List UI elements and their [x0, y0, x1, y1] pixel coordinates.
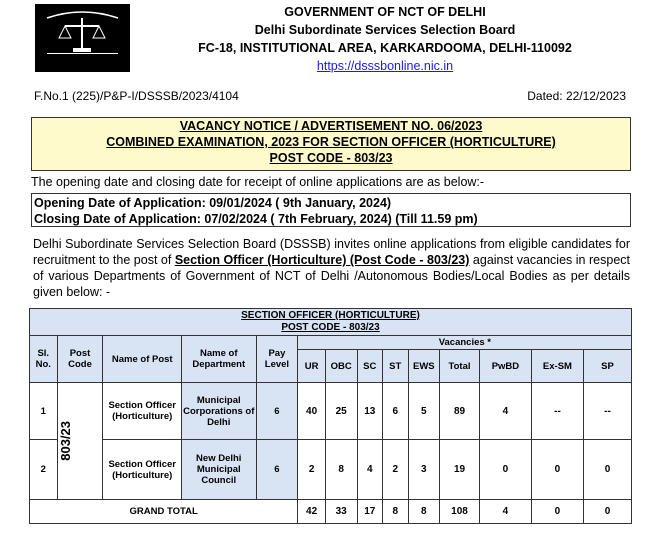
intro-post-name: Section Officer (Horticulture) (Post Code - 803/23) [174, 253, 470, 267]
opening-date-value: 09/01/2024 ( 9th January, 2024) [209, 196, 392, 210]
cell-sp: -- [583, 383, 631, 440]
intro-text: Delhi Subordinate Services Selection Board (DSSSB) invites online applications from eligible candidates for recruitment to the post of [33, 237, 630, 267]
total-obc: 33 [325, 500, 357, 524]
vacancy-table [29, 308, 632, 524]
row-department: New Delhi Municipal Council [182, 440, 256, 500]
row-pay-level: 6 [256, 383, 298, 440]
cell-pwbd: 4 [479, 383, 531, 440]
total-total: 108 [440, 500, 480, 524]
post-code-cell [57, 383, 103, 500]
opening-date-label: Opening Date of Application: [34, 196, 210, 210]
total-ur: 42 [298, 500, 326, 524]
closing-date-value: 07/02/2024 ( 7th February, 2024) (Till 11.59 pm) [204, 212, 478, 226]
cell-total: 89 [440, 383, 480, 440]
header-board-name: Delhi Subordinate Services Selection Board [254, 23, 516, 37]
cell-ews: 3 [408, 440, 440, 500]
notice-title: VACANCY NOTICE / ADVERTISEMENT NO. 06/2023 [179, 119, 483, 133]
notice-exam: COMBINED EXAMINATION, 2023 FOR SECTION OFFICER (HORTICULTURE) [106, 135, 556, 149]
table-row [30, 383, 632, 440]
cell-st: 2 [383, 440, 409, 500]
table-title [30, 309, 632, 336]
col-sp: SP [583, 350, 631, 383]
col-name-of-post: Name of Post [103, 336, 182, 383]
col-st: ST [383, 350, 409, 383]
cell-pwbd: 0 [479, 440, 531, 500]
cell-ur: 40 [298, 383, 326, 440]
total-pwbd: 4 [479, 500, 531, 524]
post-code-value: 803/23 [57, 421, 73, 461]
file-number: F.No.1 (225)/P&P-I/DSSSB/2023/4104 [34, 89, 239, 103]
col-exsm: Ex-SM [531, 350, 583, 383]
row-department: Municipal Corporations of Delhi [182, 383, 256, 440]
col-sc: SC [357, 350, 383, 383]
cell-sp: 0 [583, 440, 631, 500]
row-post: Section Officer (Horticulture) [103, 383, 182, 440]
table-row [30, 440, 632, 500]
header-government: GOVERNMENT OF NCT OF DELHI [284, 5, 486, 19]
total-sp: 0 [583, 500, 631, 524]
cell-ews: 5 [408, 383, 440, 440]
date: Dated: 22/12/2023 [527, 89, 626, 103]
total-sc: 17 [357, 500, 383, 524]
row-post: Section Officer (Horticulture) [103, 440, 182, 500]
col-department: Name of Department [182, 336, 256, 383]
col-vacancies: Vacancies * [298, 336, 632, 350]
cell-total: 19 [440, 440, 480, 500]
notice-post-code: POST CODE - 803/23 [269, 151, 393, 165]
col-post-code: Post Code [57, 336, 103, 383]
col-pay-level: Pay Level [256, 336, 298, 383]
cell-obc: 25 [325, 383, 357, 440]
closing-date-label: Closing Date of Application: [34, 212, 205, 226]
row-pay-level: 6 [256, 440, 298, 500]
grand-total-label: GRAND TOTAL [30, 500, 298, 524]
cell-ur: 2 [298, 440, 326, 500]
cell-obc: 8 [325, 440, 357, 500]
col-pwbd: PwBD [479, 350, 531, 383]
total-st: 8 [383, 500, 409, 524]
table-title-code: POST CODE - 803/23 [281, 322, 380, 333]
website-link[interactable]: https://dsssbonline.nic.in [316, 59, 454, 73]
col-total: Total [440, 350, 480, 383]
cell-st: 6 [383, 383, 409, 440]
intro-text-end: against vacancies in respect of various Departments of Government of NCT of Delhi /Autonomous Bodies/Local Bodies as per details given below: - [33, 253, 630, 299]
col-ews: EWS [408, 350, 440, 383]
cell-sc: 4 [357, 440, 383, 500]
dsssb-logo [35, 4, 130, 72]
row-sl: 2 [30, 440, 58, 500]
cell-exsm: -- [531, 383, 583, 440]
col-ur: UR [298, 350, 326, 383]
table-title-post: SECTION OFFICER (HORTICULTURE) [241, 310, 420, 321]
col-obc: OBC [325, 350, 357, 383]
header-address: FC-18, INSTITUTIONAL AREA, KARKARDOOMA, DELHI-110092 [198, 41, 572, 55]
intro-paragraph [33, 236, 630, 300]
grand-total-row [30, 500, 632, 524]
col-sl: Sl. No. [30, 336, 58, 383]
cell-exsm: 0 [531, 440, 583, 500]
total-ews: 8 [408, 500, 440, 524]
cell-sc: 13 [357, 383, 383, 440]
application-dates-box [31, 193, 631, 227]
vacancy-notice-box [31, 117, 631, 171]
row-sl: 1 [30, 383, 58, 440]
total-exsm: 0 [531, 500, 583, 524]
dates-intro: The opening date and closing date for receipt of online applications are as below:- [31, 175, 485, 189]
